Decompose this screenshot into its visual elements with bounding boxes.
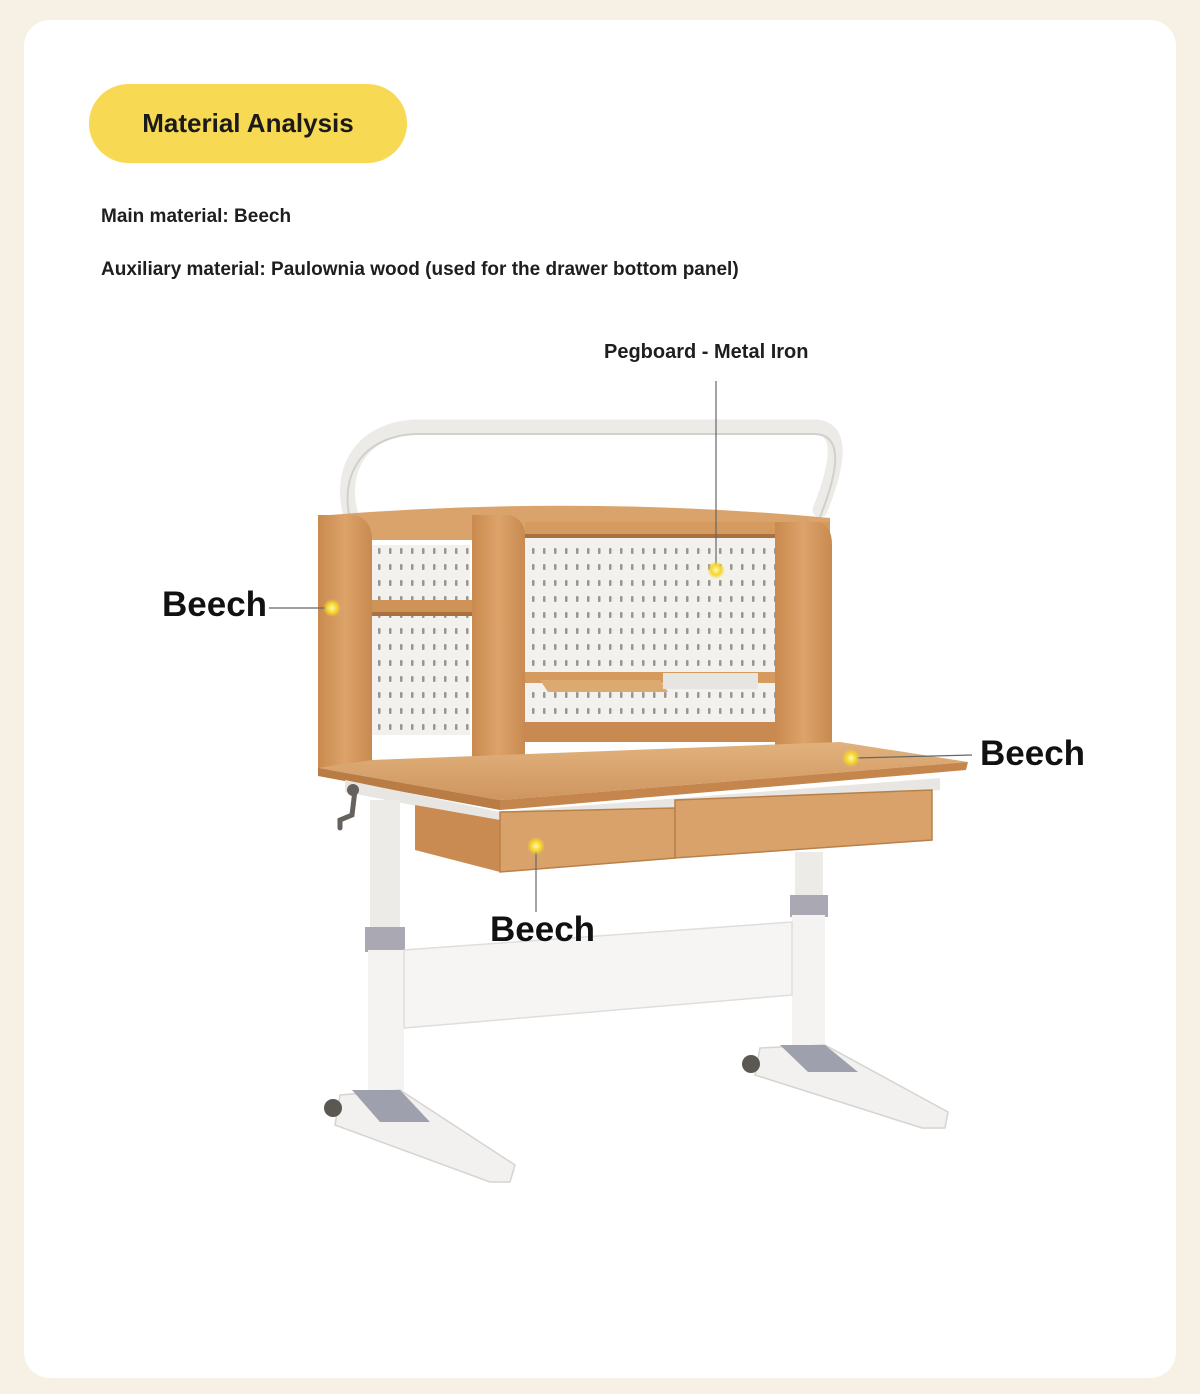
right-side-panel (775, 522, 832, 752)
right-leg-lower (792, 915, 825, 1050)
right-foot (755, 1045, 948, 1128)
center-divider (472, 515, 525, 762)
left-leg-upper (370, 800, 400, 930)
desktop-label: Beech (980, 734, 1086, 773)
left-side-panel (318, 515, 372, 770)
right-leg-upper (795, 852, 823, 897)
section-title: Material Analysis (142, 108, 354, 138)
pegboard-left (372, 545, 470, 735)
left-panel-marker (323, 599, 341, 617)
main-material-text: Main material: Beech (101, 206, 292, 227)
pegboard-marker (707, 561, 725, 579)
drawer-label: Beech (490, 910, 596, 949)
left-leg-lower (368, 950, 404, 1090)
left-foot (335, 1090, 515, 1182)
pegboard-label: Pegboard - Metal Iron (604, 341, 809, 363)
drawer-right (675, 790, 932, 858)
pegboard-center (525, 535, 775, 730)
auxiliary-material-text: Auxiliary material: Paulownia wood (used for the drawer bottom panel) (101, 259, 739, 280)
lamp-arch (348, 427, 836, 512)
crossbar (404, 922, 792, 1028)
left-side-label: Beech (162, 585, 268, 624)
desktop-marker (842, 749, 860, 767)
drawer-left (500, 808, 675, 872)
drawer-marker (527, 837, 545, 855)
